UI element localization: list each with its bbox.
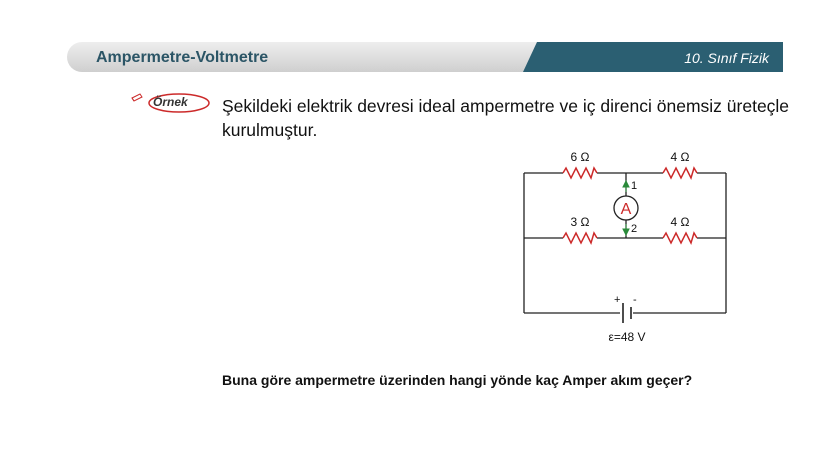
battery-plus-label: + [614, 294, 621, 306]
battery [623, 303, 631, 323]
emf-label: ε=48 V [608, 330, 646, 344]
resistor-top-left [563, 168, 597, 178]
pencil-icon [132, 94, 142, 101]
circuit-diagram [515, 148, 735, 348]
direction-1-label: 1 [631, 180, 638, 192]
header-subject: 10. Sınıf Fizik [684, 50, 769, 66]
final-question: Buna göre ampermetre üzerinden hangi yönde kaç Amper akım geçer? [222, 372, 693, 388]
resistor-top-right [663, 168, 697, 178]
arrow-up-icon [623, 181, 629, 192]
arrow-down-icon [623, 224, 629, 235]
header-bar [67, 42, 783, 72]
ammeter [614, 196, 638, 220]
example-badge-label: Örnek [153, 95, 188, 109]
ammeter-label: A [620, 201, 632, 218]
resistor-mid-right-label: 4 Ω [670, 215, 690, 229]
resistor-mid-right [663, 233, 697, 243]
example-text: Şekildeki elektrik devresi ideal ampermetre ve iç direnci önemsiz üreteçle kurulmuştur. [222, 96, 790, 140]
battery-minus-label: - [633, 294, 637, 306]
direction-2-label: 2 [631, 223, 638, 235]
example-badge [130, 92, 210, 114]
header-title: Ampermetre-Voltmetre [96, 49, 269, 66]
circuit-wires [524, 173, 726, 313]
resistor-mid-left-label: 3 Ω [570, 215, 590, 229]
resistor-top-right-label: 4 Ω [670, 150, 690, 164]
resistor-mid-left [563, 233, 597, 243]
resistor-top-left-label: 6 Ω [570, 150, 590, 164]
